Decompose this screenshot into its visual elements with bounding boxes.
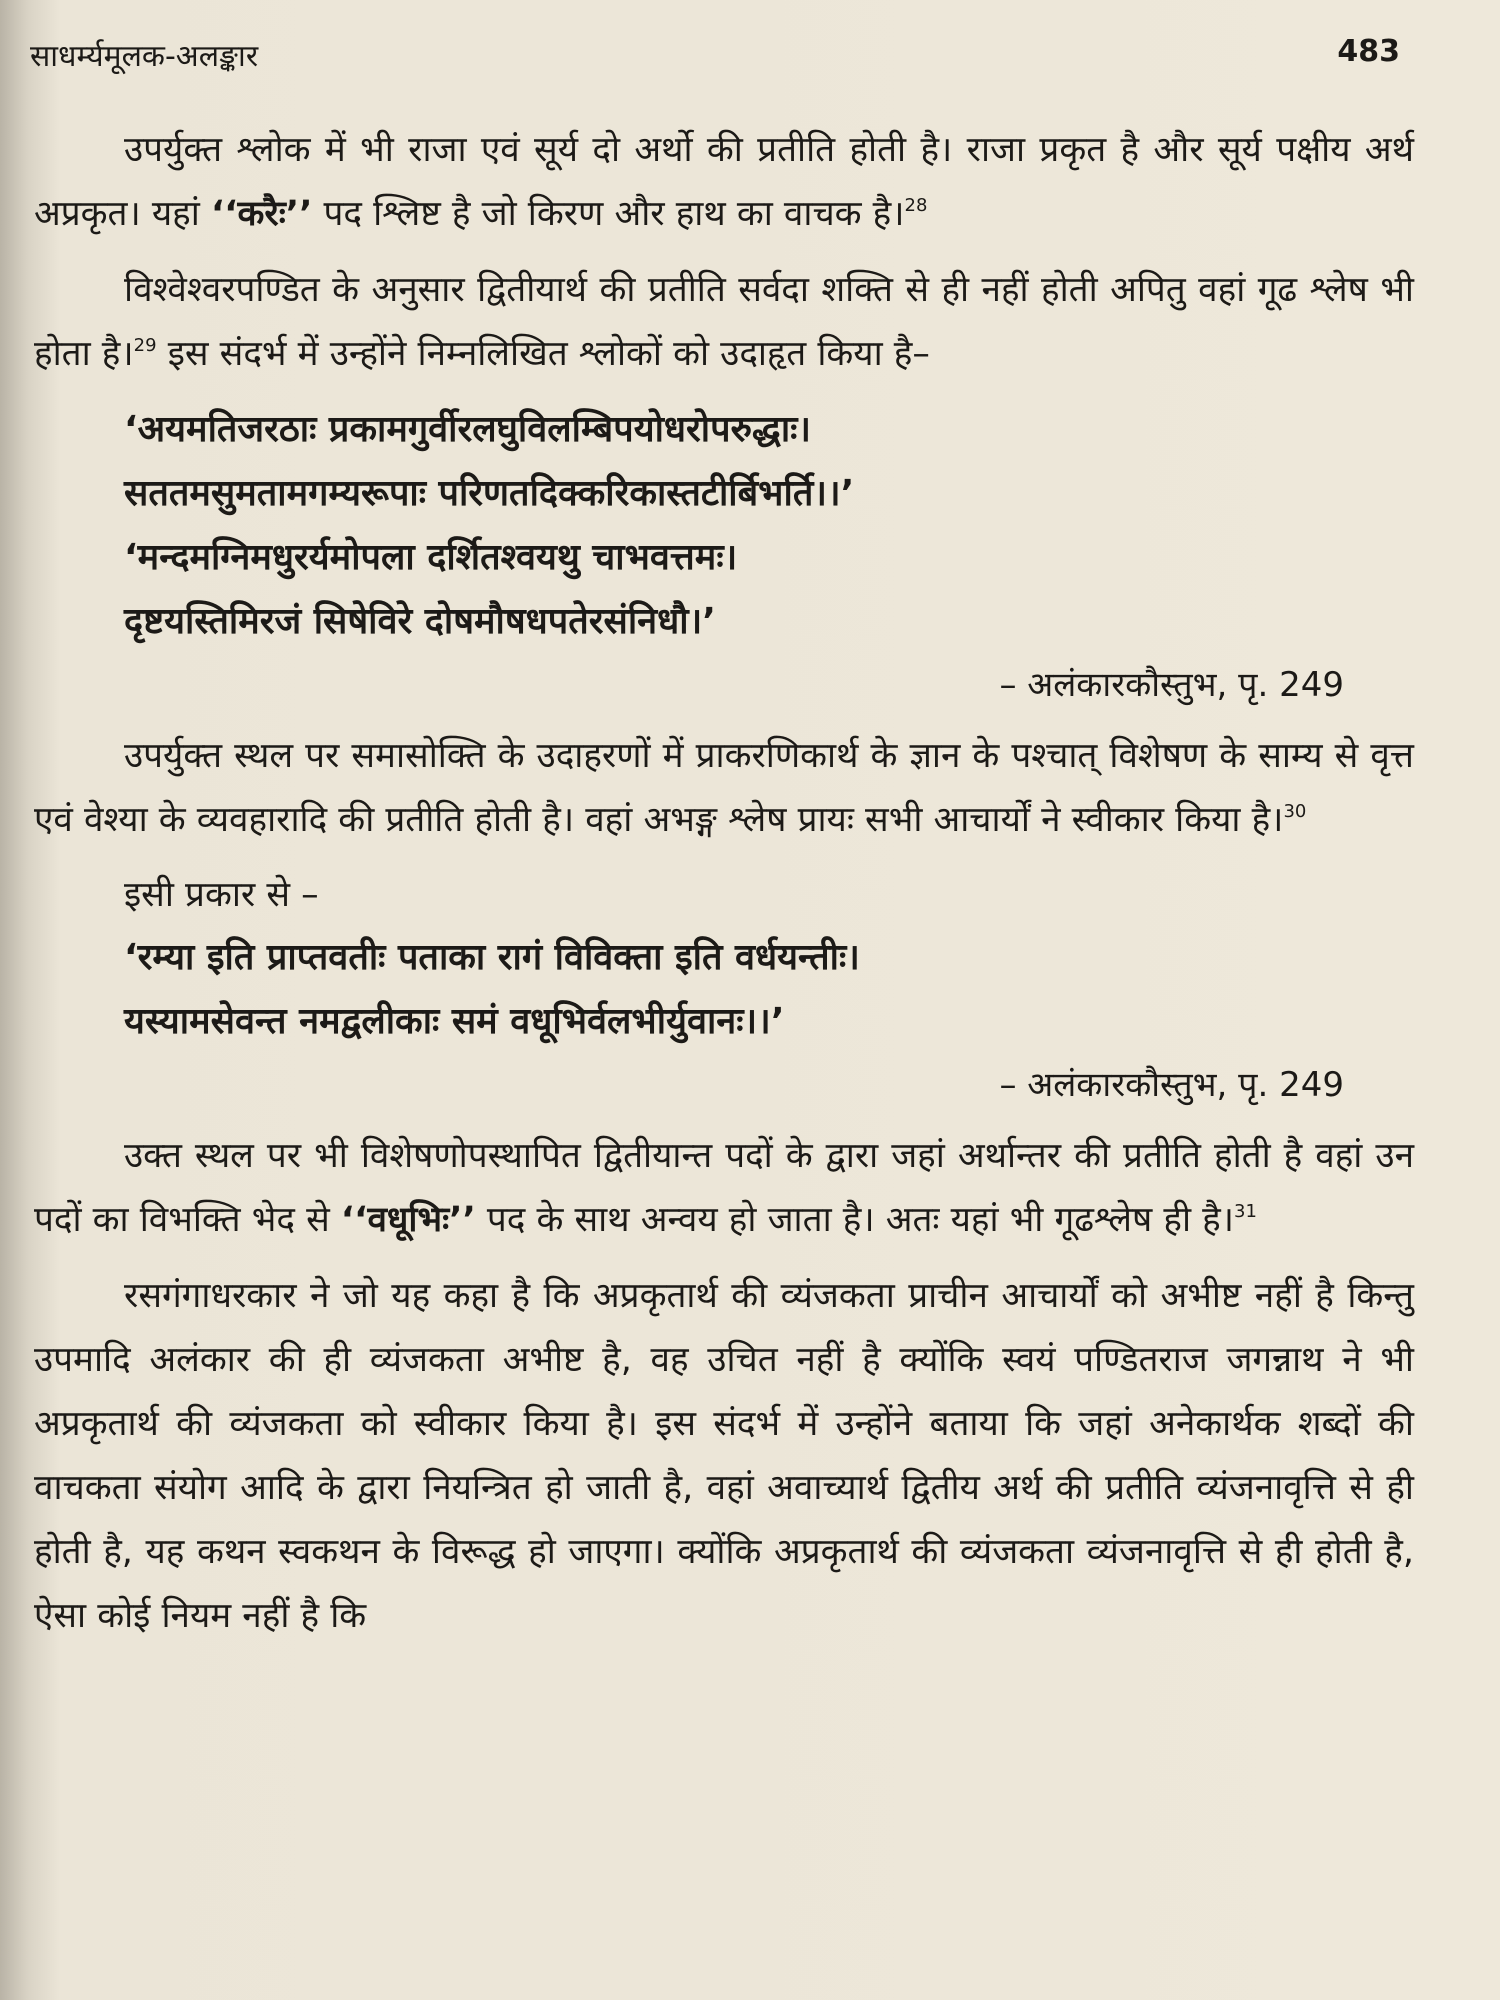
paragraph-text: उपर्युक्त श्लोक में भी राजा एवं सूर्य दो अर्थो की प्रतीति होती है। राजा प्रकृत है और सूर्य पक्षीय अर्थ अप्रकृत। यहां: [34, 130, 1414, 234]
paragraph-text: पद श्लिष्ट है जो किरण और हाथ का वाचक है।: [312, 194, 905, 234]
paragraph-text: पद के साथ अन्वय हो जाता है। अतः यहां भी गूढश्लेष ही है।: [475, 1200, 1235, 1240]
verse-line: ‘मन्दमग्निमधुरर्यमोपला दर्शितश्वयथु चाभवत्तमः।: [124, 537, 738, 578]
paragraph-5: [34, 1264, 1414, 1648]
paragraph-2: [34, 258, 1414, 386]
paragraph-text: रसगंगाधरकार ने जो यह कहा है कि अप्रकृतार्थ की व्यंजकता प्राचीन आचार्यों को अभीष्ट नहीं है किन्तु उपमादि अलंकार की ही व्यंजकता अभीष्ट है, वह उचित नहीं है क्योंकि स्वयं पण्डितराज जगन्नाथ ने भी अप्रकृतार्थ की व्यंजकता को स्वीकार किया है। इस संदर्भ में उन्होंने बताया कि जहां अनेकार्थक शब्दों की वाचकता संयोग आदि के द्वारा नियन्त्रित हो जाती है, वहां अवाच्यार्थ द्वितीय अर्थ की प्रतीति व्यंजनावृत्ति से ही होती है, यह कथन स्वकथन के विरूद्ध हो जाएगा। क्योंकि अप्रकृतार्थ की व्यंजकता व्यंजनावृत्ति से ही होती है, ऐसा कोई नियम नहीं है कि: [34, 1276, 1414, 1636]
paragraph-text: उक्त स्थल पर भी विशेषणोपस्थापित द्वितीयान्त पदों के द्वारा जहां अर्थान्तर की प्रतीति होती है वहां उन पदों का विभक्ति भेद से: [34, 1136, 1414, 1240]
sanskrit-verse-block-2: [124, 926, 1414, 1054]
footnote-ref: 28: [904, 195, 928, 216]
verse-line: सततमसुमतामगम्यरूपाः परिणतदिक्करिकास्तटीर्बिभर्ति।।’: [124, 473, 855, 514]
page-header: [30, 34, 1400, 74]
footnote-ref: 30: [1283, 801, 1307, 822]
paragraph-1: [34, 118, 1414, 246]
paragraph-3: [34, 724, 1414, 852]
page-number: 483: [1337, 34, 1400, 69]
quoted-term: ‘‘करैः’’: [210, 194, 313, 234]
citation-source: – अलंकारकौस्तुभ, पृ. 249: [999, 665, 1344, 705]
verse-line: ‘अयमतिजरठाः प्रकामगुर्वीरलघुविलम्बिपयोधरोपरुद्धाः।: [124, 409, 812, 450]
running-title: साधर्म्यमूलक-अलङ्कार: [30, 39, 259, 74]
verse-line: दृष्टयस्तिमिरजं सिषेविरे दोषमौषधपतेरसंनिधौ।’: [124, 601, 716, 642]
quoted-term: ‘‘वधूभिः’’: [340, 1200, 476, 1240]
footnote-ref: 29: [133, 335, 157, 356]
paragraph-text: इस संदर्भ में उन्होंने निम्नलिखित श्लोकों को उदाहृत किया है–: [156, 334, 930, 374]
sanskrit-verse-block-1: [124, 398, 1414, 654]
paragraph-text: विश्वेश्वरपण्डित के अनुसार द्वितीयार्थ की प्रतीति सर्वदा शक्ति से ही नहीं होती अपितु वहां गूढ श्लेष भी होता है।: [34, 270, 1414, 374]
lead-in-text: इसी प्रकार से –: [124, 875, 319, 915]
paragraph-4: [34, 1124, 1414, 1252]
verse-line: यस्यामसेवन्त नमद्वलीकाः समं वधूभिर्वलभीर्युवानः।।’: [124, 1001, 785, 1042]
paragraph-text: उपर्युक्त स्थल पर समासोक्ति के उदाहरणों में प्राकरणिकार्थ के ज्ञान के पश्चात् विशेषण के साम्य से वृत्त एवं वेश्या के व्यवहारादि की प्रतीति होती है। वहां अभङ्ग श्लेष प्रायः सभी आचार्यों ने स्वीकार किया है।: [34, 736, 1414, 840]
footnote-ref: 31: [1234, 1201, 1257, 1222]
citation-source: – अलंकारकौस्तुभ, पृ. 249: [999, 1065, 1344, 1105]
page-body: [34, 118, 1414, 1660]
verse-line: ‘रम्या इति प्राप्तवतीः पताका रागं विविक्ता इति वर्धयन्तीः।: [124, 937, 860, 978]
